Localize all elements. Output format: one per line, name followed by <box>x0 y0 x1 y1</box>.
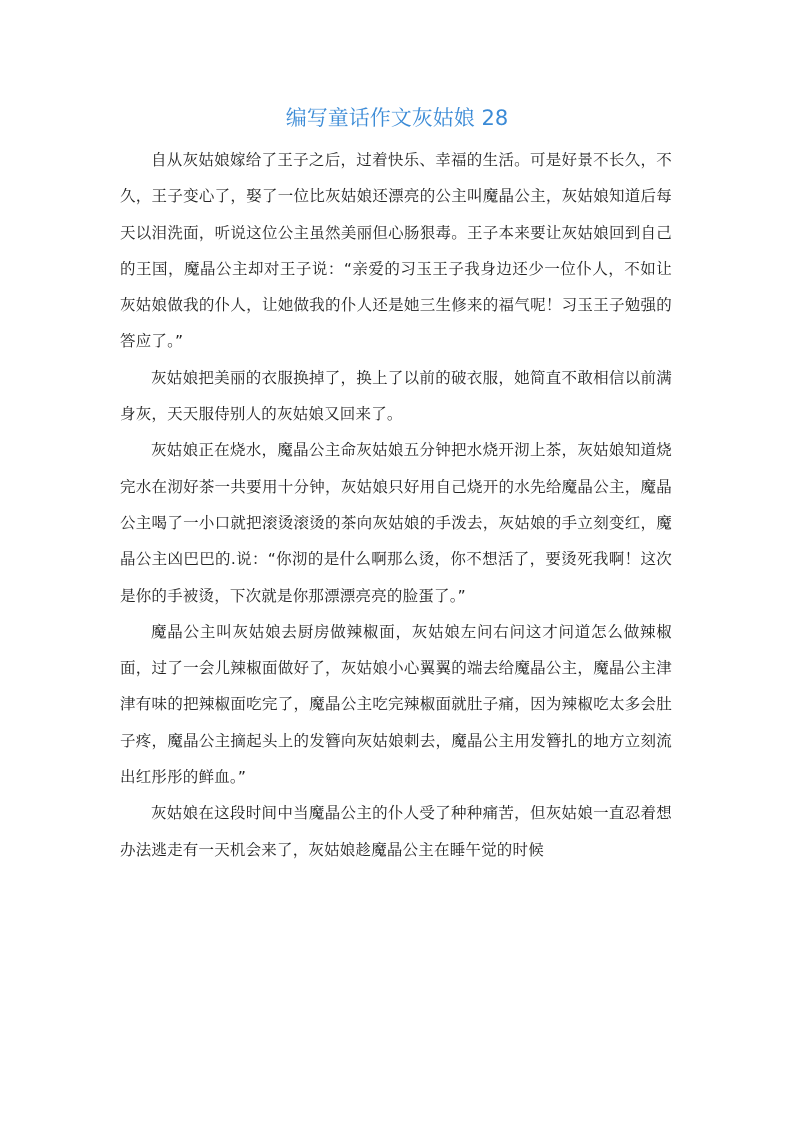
paragraph: 自从灰姑娘嫁给了王子之后，过着快乐、幸福的生活。可是好景不长久，不久，王子变心了，娶了一位比灰姑娘还漂亮的公主叫魔晶公主，灰姑娘知道后每天以泪洗面，听说这位公主虽然美丽但心肠狠毒。王子本来要让灰姑娘回到自己的王国，魔晶公主却对王子说：“亲爱的习玉王子我身边还少一位仆人，不如让灰姑娘做我的仆人，让她做我的仆人还是她三生修来的福气呢！习玉王子勉强的答应了。” <box>120 151 672 351</box>
document-title: 编写童话作文灰姑娘 28 <box>285 106 509 130</box>
paragraph: 灰姑娘在这段时间中当魔晶公主的仆人受了种种痛苦，但灰姑娘一直忍着想办法逃走有一天机会来了，灰姑娘趁魔晶公主在睡午觉的时候 <box>120 804 672 859</box>
paragraph: 魔晶公主叫灰姑娘去厨房做辣椒面，灰姑娘左问右问这才问道怎么做辣椒面，过了一会儿辣椒面做好了，灰姑娘小心翼翼的端去给魔晶公主，魔晶公主津津有味的把辣椒面吃完了，魔晶公主吃完辣椒面就肚子痛，因为辣椒吃太多会肚子疼，魔晶公主摘起头上的发簪向灰姑娘刺去，魔晶公主用发簪扎的地方立刻流出红彤彤的鲜血。” <box>120 622 672 787</box>
paragraph: 灰姑娘把美丽的衣服换掉了，换上了以前的破衣服，她简直不敢相信以前满身灰，天天服侍别人的灰姑娘又回来了。 <box>120 368 672 424</box>
document-body <box>120 142 672 868</box>
paragraph: 灰姑娘正在烧水，魔晶公主命灰姑娘五分钟把水烧开沏上茶，灰姑娘知道烧完水在沏好茶一共要用十分钟，灰姑娘只好用自己烧开的水先给魔晶公主，魔晶公主喝了一小口就把滚烫滚烫的茶向灰姑娘的手泼去，灰姑娘的手立刻变红，魔晶公主凶巴巴的.说：“你沏的是什么啊那么烫，你不想活了，要烫死我啊！这次是你的手被烫，下次就是你那漂漂亮亮的脸蛋了。” <box>120 441 672 605</box>
